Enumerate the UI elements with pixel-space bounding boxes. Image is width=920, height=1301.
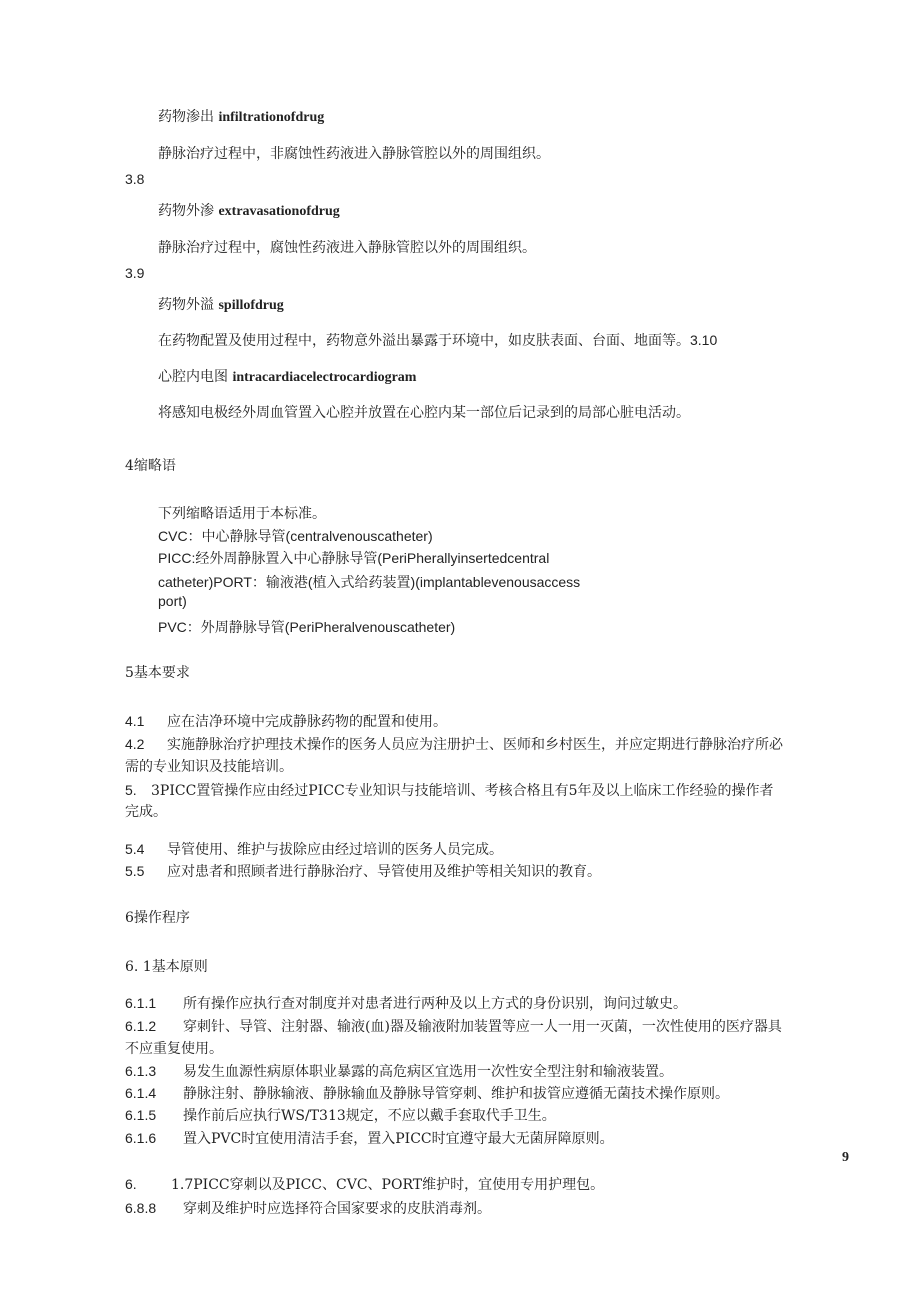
page-number: 9 [842,1150,849,1165]
clause-item: 6.1.3 易发生血源性病原体职业暴露的高危病区宜选用一次性安全型注射和输液装置。 [125,1063,673,1080]
clause-item: 6.1.2 穿刺针、导管、注射器、输液(血)器及输液附加装置等应一人一用一灭菌，一次性使用的医疗器具 [125,1018,782,1035]
clause-continuation: 完成。 [125,804,167,820]
term-title: 心腔内电图 intracardiacelectrocardiogram [158,369,417,385]
clause-item: 6.1.5 操作前后应执行WS/T313规定，不应以戴手套取代手卫生。 [125,1107,556,1124]
clause-item: 6.1.6 置入PVC时宜使用清洁手套，置入PICC时宜遵守最大无菌屏障原则。 [125,1130,614,1147]
section-heading: 4缩略语 [125,458,176,474]
term-definition: 将感知电极经外周血管置入心腔并放置在心腔内某一部位后记录到的局部心脏电活动。 [158,405,690,421]
term-title: 药物渗出 infiltrationofdrug [158,109,325,125]
abbreviation-line: catheter)PORT：输液港(植入式给药装置)(implantablevenousaccess [158,574,581,590]
abbreviation-line: CVC：中心静脉导管(centralvenouscatheter) [158,528,433,544]
term-definition: 静脉治疗过程中，非腐蚀性药液进入静脉管腔以外的周围组织。 [158,146,550,162]
section-intro: 下列缩略语适用于本标准。 [158,506,326,522]
section-heading: 5基本要求 [125,665,190,681]
abbreviation-line: PVC：外周静脉导管(PeriPheralvenouscatheter) [158,619,456,635]
term-title: 药物外渗 extravasationofdrug [158,203,340,219]
clause-number: 3.8 [125,171,145,187]
clause-item: 5.4 导管使用、维护与拔除应由经过培训的医务人员完成。 [125,841,503,858]
clause-item: 6. 1.7PICC穿刺以及PICC、CVC、PORT维护时，宜使用专用护理包。 [125,1176,605,1193]
term-title: 药物外溢 spillofdrug [158,297,284,313]
clause-item: 5.5 应对患者和照顾者进行静脉治疗、导管使用及维护等相关知识的教育。 [125,863,601,880]
abbreviation-line: PICC:经外周静脉置入中心静脉导管(PeriPherallyinsertedcentral [158,550,550,566]
clause-continuation: 不应重复使用。 [125,1041,223,1057]
abbreviation-line: port) [158,593,187,609]
clause-continuation: 需的专业知识及技能培训。 [125,759,293,775]
clause-item: 6.1.4 静脉注射、静脉输液、静脉输血及静脉导管穿刺、维护和拔管应遵循无菌技术操作原则。 [125,1085,729,1102]
term-definition: 在药物配置及使用过程中，药物意外溢出暴露于环境中，如皮肤表面、台面、地面等。3.10 [158,332,718,349]
term-definition: 静脉治疗过程中，腐蚀性药液进入静脉管腔以外的周围组织。 [158,240,536,256]
clause-number: 3.10 [690,332,718,348]
clause-item: 6.8.8 穿刺及维护时应选择符合国家要求的皮肤消毒剂。 [125,1200,491,1217]
clause-item: 6.1.1 所有操作应执行查对制度并对患者进行两种及以上方式的身份识别，询问过敏史。 [125,995,687,1012]
clause-item: 5. 3PICC置管操作应由经过PICC专业知识与技能培训、考核合格且有5年及以上临床工作经验的操作者 [125,782,774,799]
subsection-heading: 6. 1基本原则 [125,959,208,975]
clause-item: 4.1 应在洁净环境中完成静脉药物的配置和使用。 [125,713,447,730]
clause-number: 3.9 [125,265,145,281]
section-heading: 6操作程序 [125,910,190,926]
clause-item: 4.2 实施静脉治疗护理技术操作的医务人员应为注册护士、医师和乡村医生，并应定期进行静脉治疗所必 [125,736,783,753]
